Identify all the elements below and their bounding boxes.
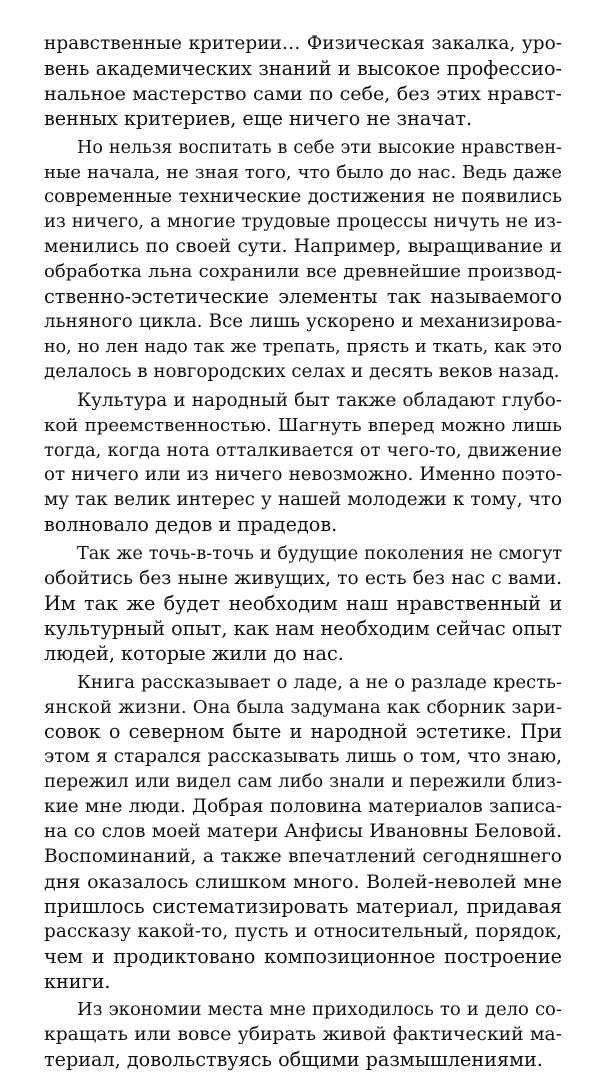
text-line: рассказу какой-то, пусть и относительный, порядок, (44, 920, 562, 942)
text-line: этом я старался рассказывать лишь о том, что знаю, (44, 746, 562, 768)
text-line: ные начала, не зная того, что было до нас. Ведь даже (44, 161, 562, 183)
text-line: льняного цикла. Все лишь ускорено и механизирова- (44, 310, 562, 332)
text-line: обойтись без ныне живущих, то есть без нас с вами. (44, 568, 562, 590)
paragraph (44, 389, 562, 538)
paragraph (44, 136, 562, 385)
text-line: обработка льна сохранили все древнейшие производ- (44, 261, 562, 283)
text-line: Воспоминаний, а также впечатлений сегодняшнего (44, 846, 562, 867)
text-line: му так велик интерес у нашей молодежи к тому, что (44, 489, 562, 511)
book-page (44, 32, 562, 1077)
text-line: от ничего или из ничего невозможно. Именно поэто- (44, 464, 562, 486)
text-line: делалось в новгородских селах и десять веков назад. (44, 360, 560, 382)
text-line: на со слов моей матери Анфисы Ивановны Беловой. (44, 821, 562, 843)
text-line: Культура и народный быт также обладают глубо- (77, 389, 562, 411)
text-line: книги. (44, 969, 111, 993)
text-line: но, но лен надо так же трепать, прясть и ткать, как это (44, 336, 562, 357)
paragraph (44, 32, 562, 132)
text-line: вень академических знаний и высокое профессио- (44, 56, 562, 80)
text-line: пережил или видел сам либо знали и пережили близ- (44, 771, 562, 793)
text-line: пришлось систематизировать материал, придавая (44, 894, 562, 918)
text-line: Из экономии места мне приходилось то и дело со- (77, 999, 562, 1021)
text-line: янской жизни. Она была задумана как сборник зари- (44, 696, 562, 718)
text-line: нальное мастерство сами по себе, без этих нравст- (44, 82, 562, 105)
text-line: кие мне люди. Добрая половина материалов записа- (44, 796, 562, 818)
text-line: ственно-эстетические элементы так называемого (44, 285, 562, 309)
text-line: дня оказалось слишком много. Волей-неволей мне (44, 870, 562, 893)
text-line: кращать или вовсе убирать живой фактический ма- (44, 1024, 562, 1046)
paragraph (44, 542, 562, 667)
paragraph (44, 998, 562, 1073)
text-line: менились по своей сути. Например, выращивание и (44, 236, 562, 258)
text-line: современные технические достижения не появились (44, 186, 562, 208)
text-line: совок о северном быте и народной эстетике. При (44, 720, 562, 744)
text-line: чем и продиктовано композиционное построение (44, 944, 562, 968)
text-line: Но нельзя воспитать в себе эти высокие нравствен- (77, 137, 562, 158)
text-line: из ничего, а многие трудовые процессы ничуть не из- (44, 211, 562, 233)
text-line: венных критериев, еще ничего не значат. (44, 106, 473, 130)
paragraph (44, 671, 562, 995)
text-line: людей, которые жили до нас. (44, 641, 344, 665)
text-line: волновало дедов и прадедов. (44, 513, 338, 537)
text-line: териал, довольствуясь общими размышлениями. (44, 1048, 543, 1072)
text-line: Книга рассказывает о ладе, а не о разладе кресть- (77, 671, 562, 693)
text-line: Им так же будет необходим наш нравственный и (44, 591, 562, 615)
text-line: тогда, когда нота отталкивается от чего-то, движение (44, 439, 562, 461)
text-line: кой преемственностью. Шагнуть вперед можно лишь (44, 414, 562, 436)
text-line: Так же точь-в-точь и будущие поколения не смогут (77, 544, 562, 565)
text-line: нравственные критерии… Физическая закалка, уро- (44, 33, 562, 54)
text-line: культурный опыт, как нам необходим сейчас опыт (44, 616, 562, 640)
